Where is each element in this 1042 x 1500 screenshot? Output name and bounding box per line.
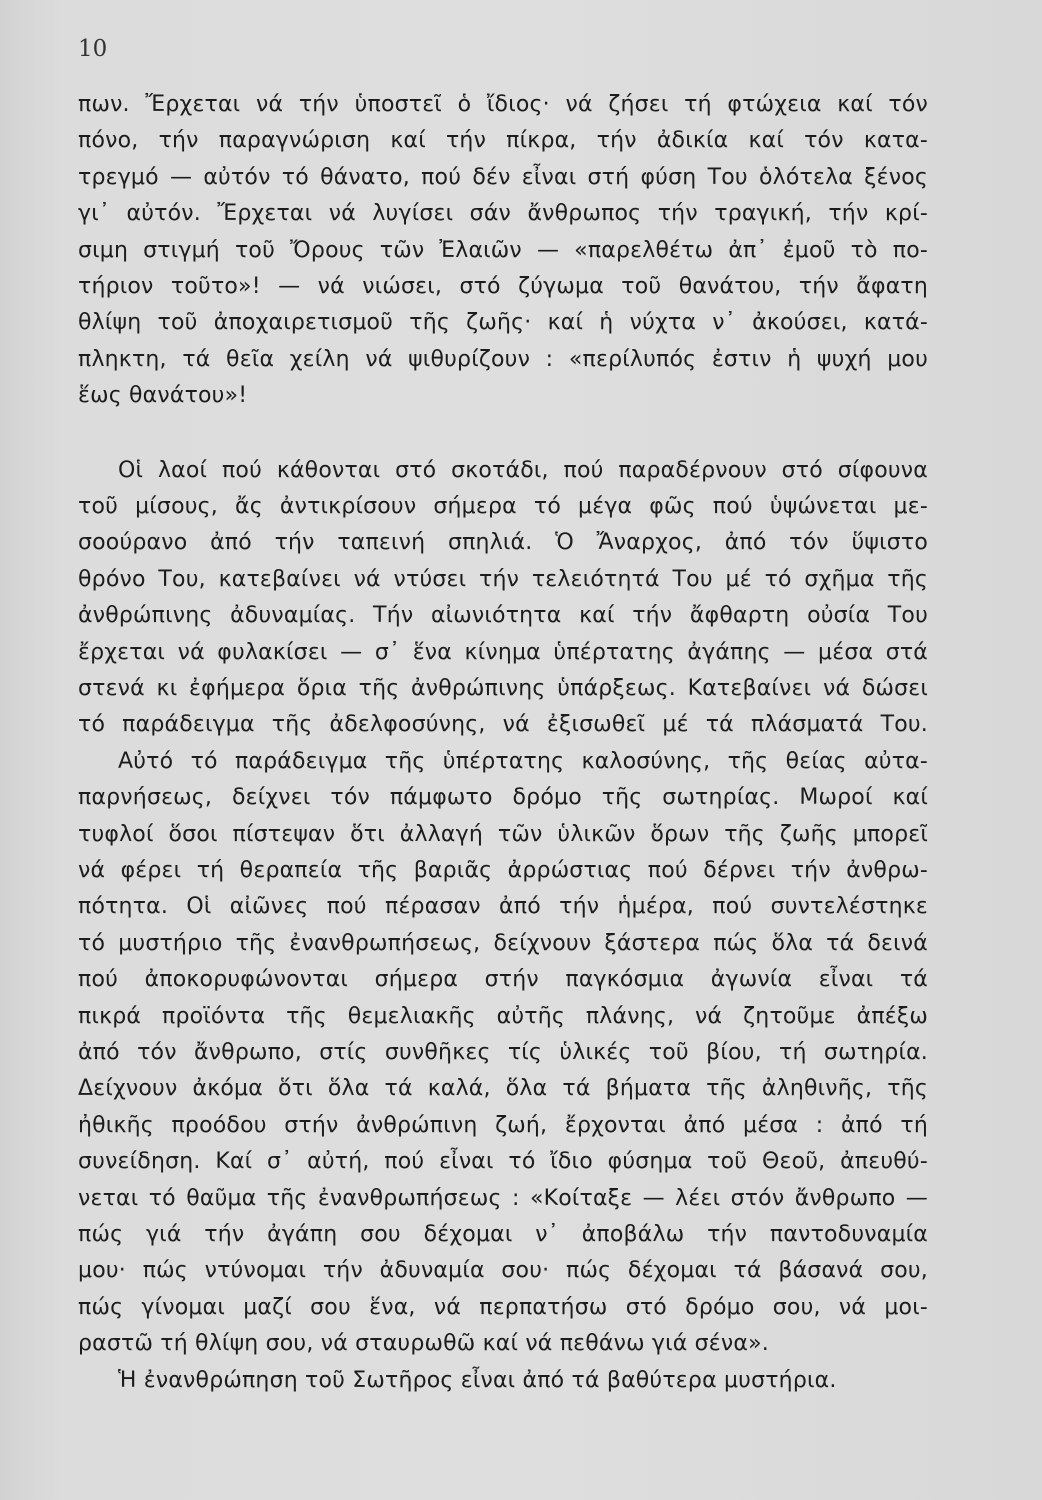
- text-line: ραστῶ τή θλίψη σου, νά σταυρωθῶ καί νά πεθάνω γιά σένα».: [78, 1331, 769, 1356]
- text-line: νά φέρει τή θεραπεία τῆς βαριᾶς ἀρρώστιας πού δέρνει τήν ἀνθρω-: [78, 858, 928, 883]
- text-line: Ἡ ἐνανθρώπηση τοῦ Σωτῆρος εἶναι ἀπό τά βαθύτερα μυστήρια.: [118, 1368, 837, 1393]
- text-line: τρεγμό — αὐτόν τό θάνατο, πού δέν εἶναι στή φύση Του ὁλότελα ξένος: [78, 165, 928, 190]
- text-line: Αὐτό τό παράδειγμα τῆς ὑπέρτατης καλοσύνης, τῆς θείας αὐτα-: [118, 749, 928, 774]
- text-line: ἀνθρώπινης ἀδυναμίας. Τήν αἰωνιότητα καί τήν ἄφθαρτη οὐσία Του: [78, 603, 928, 628]
- text-line: τήριον τοῦτο»! — νά νιώσει, στό ζύγωμα τοῦ θανάτου, τήν ἄφατη: [78, 274, 928, 299]
- text-line: συνείδηση. Καί σ᾽ αὐτή, πού εἶναι τό ἴδιο φύσημα τοῦ Θεοῦ, ἀπευθύ-: [78, 1149, 928, 1174]
- text-line: πώς γίνομαι μαζί σου ἕνα, νά περπατήσω στό δρόμο σου, νά μοι-: [78, 1295, 928, 1320]
- text-line: πικρά προϊόντα τῆς θεμελιακῆς αὐτῆς πλάνης, νά ζητοῦμε ἀπέξω: [78, 1004, 928, 1029]
- text-line: ἔρχεται νά φυλακίσει — σ᾽ ἕνα κίνημα ὑπέρτατης ἀγάπης — μέσα στά: [78, 640, 928, 665]
- text-line: νεται τό θαῦμα τῆς ἐνανθρωπήσεως : «Κοίταξε — λέει στόν ἄνθρωπο —: [78, 1186, 928, 1211]
- text-line: πότητα. Οἱ αἰῶνες πού πέρασαν ἀπό τήν ἡμέρα, πού συντελέστηκε: [78, 894, 928, 919]
- text-line: πων. Ἔρχεται νά τήν ὑποστεῖ ὁ ἴδιος· νά ζήσει τή φτώχεια καί τόν: [78, 92, 928, 117]
- text-line: πληκτη, τά θεῖα χείλη νά ψιθυρίζουν : «περίλυπός ἐστιν ἡ ψυχή μου: [78, 347, 928, 372]
- text-line: σιμη στιγμή τοῦ Ὄρους τῶν Ἐλαιῶν — «παρελθέτω ἀπ᾽ ἐμοῦ τὸ πο-: [78, 238, 928, 263]
- text-line: Οἱ λαοί πού κάθονται στό σκοτάδι, πού παραδέρνουν στό σίφουνα: [118, 458, 928, 483]
- text-line: τυφλοί ὅσοι πίστεψαν ὅτι ἀλλαγή τῶν ὑλικῶν ὅρων τῆς ζωῆς μπορεῖ: [78, 822, 928, 847]
- text-line: ἀπό τόν ἄνθρωπο, στίς συνθῆκες τίς ὑλικές τοῦ βίου, τή σωτηρία.: [78, 1040, 928, 1065]
- text-line: σοούρανο ἀπό τήν ταπεινή σπηλιά. Ὁ Ἄναρχος, ἀπό τόν ὕψιστο: [78, 530, 928, 555]
- text-line: μου· πώς ντύνομαι τήν ἀδυναμία σου· πώς δέχομαι τά βάσανά σου,: [78, 1258, 928, 1283]
- text-line: ἕως θανάτου»!: [78, 383, 248, 408]
- page-number: 10: [78, 36, 108, 62]
- text-line: ἠθικῆς προόδου στήν ἀνθρώπινη ζωή, ἔρχονται ἀπό μέσα : ἀπό τή: [78, 1113, 928, 1138]
- text-line: Δείχνουν ἀκόμα ὅτι ὅλα τά καλά, ὅλα τά βήματα τῆς ἀληθινῆς, τῆς: [78, 1076, 928, 1101]
- text-line: τό παράδειγμα τῆς ἀδελφοσύνης, νά ἐξισωθεῖ μέ τά πλάσματά Του.: [78, 712, 928, 737]
- text-line: παρνήσεως, δείχνει τόν πάμφωτο δρόμο τῆς σωτηρίας. Μωροί καί: [78, 785, 928, 810]
- text-line: τό μυστήριο τῆς ἐνανθρωπήσεως, δείχνουν ξάστερα πώς ὅλα τά δεινά: [78, 931, 928, 956]
- text-line: γι᾽ αὐτόν. Ἔρχεται νά λυγίσει σάν ἄνθρωπος τήν τραγική, τήν κρί-: [78, 201, 928, 226]
- text-line: πόνο, τήν παραγνώριση καί τήν πίκρα, τήν ἀδικία καί τόν κατα-: [78, 128, 928, 153]
- text-line: πώς γιά τήν ἀγάπη σου δέχομαι ν᾽ ἀποβάλω τήν παντοδυναμία: [78, 1222, 928, 1247]
- text-line: τοῦ μίσους, ἄς ἀντικρίσουν σήμερα τό μέγα φῶς πού ὑψώνεται με-: [78, 494, 928, 519]
- text-line: πού ἀποκορυφώνονται σήμερα στήν παγκόσμια ἀγωνία εἶναι τά: [78, 967, 928, 992]
- text-line: θλίψη τοῦ ἀποχαιρετισμοῦ τῆς ζωῆς· καί ἡ νύχτα ν᾽ ἀκούσει, κατά-: [78, 310, 928, 335]
- text-line: στενά κι ἐφήμερα ὅρια τῆς ἀνθρώπινης ὑπάρξεως. Κατεβαίνει νά δώσει: [78, 676, 928, 701]
- text-line: θρόνο Του, κατεβαίνει νά ντύσει τήν τελειότητά Του μέ τό σχῆμα τῆς: [78, 567, 928, 592]
